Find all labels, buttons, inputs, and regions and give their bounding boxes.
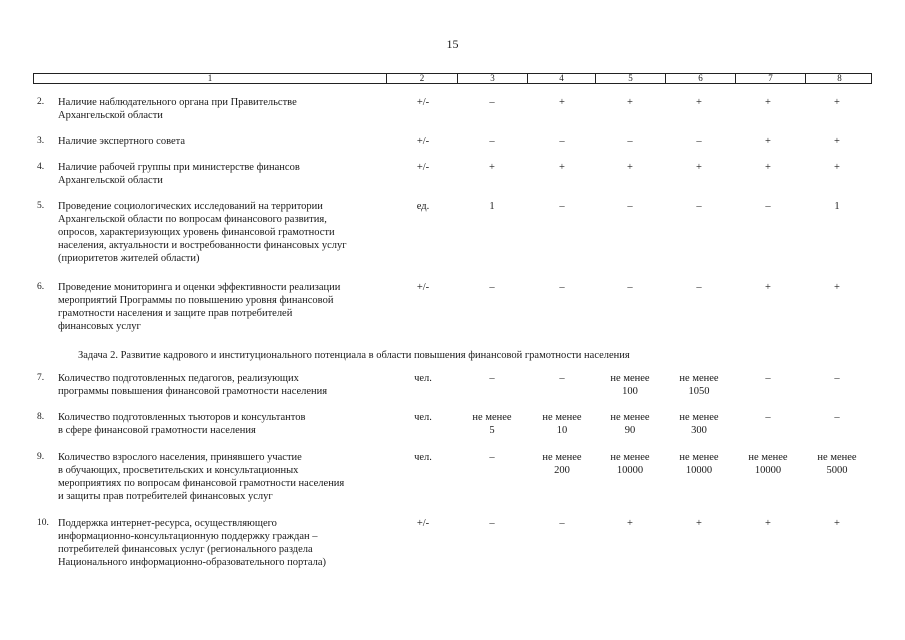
description-line: опросов, характеризующих уровень финансовой грамотности: [58, 227, 335, 238]
cell-col-3: [462, 96, 522, 109]
row-number: 2.: [37, 97, 45, 107]
cell-col-3: [462, 517, 522, 530]
row-unit: +/-: [416, 97, 430, 108]
cell-line: –: [696, 201, 702, 212]
cell-col-8: [807, 96, 867, 109]
cell-col-7: [738, 281, 798, 294]
cell-col-5: [600, 135, 660, 148]
header-col-4: 4: [527, 74, 595, 83]
cell-col-3: [462, 451, 522, 464]
cell-col-7: [738, 96, 798, 109]
cell-line: –: [765, 373, 771, 384]
description-line: и защиты прав потребителей финансовых услуг: [58, 491, 273, 502]
description-line: мероприятиях по вопросам финансовой грамотности населения: [58, 478, 345, 489]
cell-col-6: [669, 135, 729, 148]
cell-line: +: [696, 97, 702, 108]
cell-line: 90: [624, 425, 636, 436]
cell-col-5: [600, 451, 660, 477]
cell-col-5: [600, 161, 660, 174]
cell-line: не менее: [610, 373, 650, 384]
header-col-3: 3: [457, 74, 527, 83]
description-line: Количество подготовленных педагогов, реализующих: [58, 373, 299, 384]
row-number: 8.: [37, 412, 45, 422]
cell-line: –: [489, 97, 495, 108]
cell-line: 200: [554, 465, 570, 476]
cell-col-3: [462, 200, 522, 213]
cell-line: –: [765, 201, 771, 212]
cell-line: –: [489, 518, 495, 529]
cell-line: –: [559, 201, 565, 212]
cell-col-4: [532, 372, 592, 385]
cell-line: не менее: [748, 452, 788, 463]
task-2-heading: Задача 2. Развитие кадрового и институционального потенциала в области повышения финансовой грамотности населения: [78, 350, 630, 361]
cell-col-5: [600, 200, 660, 213]
cell-line: +: [627, 518, 633, 529]
cell-line: +: [834, 97, 840, 108]
cell-col-8: [807, 411, 867, 424]
cell-col-7: [738, 411, 798, 424]
cell-line: 5: [489, 425, 495, 436]
cell-col-8: [807, 200, 867, 213]
cell-line: 100: [622, 386, 638, 397]
description-line: в сфере финансовой грамотности населения: [58, 425, 256, 436]
cell-line: 10000: [685, 465, 713, 476]
cell-line: не менее: [817, 452, 857, 463]
row-unit: чел.: [414, 412, 432, 423]
description-line: финансовых услуг: [58, 321, 141, 332]
row-unit: +/-: [416, 518, 430, 529]
header-col-8: 8: [805, 74, 873, 83]
cell-line: –: [627, 136, 633, 147]
cell-line: –: [696, 282, 702, 293]
cell-line: –: [627, 282, 633, 293]
cell-line: +: [627, 162, 633, 173]
description-line: Наличие наблюдательного органа при Правительстве: [58, 97, 297, 108]
row-description: [58, 200, 398, 265]
description-line: Поддержка интернет-ресурса, осуществляющего: [58, 518, 277, 529]
row-description: [58, 372, 398, 398]
cell-col-4: [532, 200, 592, 213]
cell-col-4: [532, 161, 592, 174]
header-col-5: 5: [595, 74, 665, 83]
cell-line: 5000: [826, 465, 848, 476]
row-description: [58, 451, 398, 503]
row-unit: +/-: [416, 282, 430, 293]
cell-col-6: [669, 411, 729, 437]
cell-line: –: [489, 136, 495, 147]
cell-col-8: [807, 451, 867, 477]
cell-line: не менее: [542, 452, 582, 463]
cell-line: +: [765, 136, 771, 147]
cell-line: +: [834, 136, 840, 147]
cell-line: –: [489, 282, 495, 293]
row-description: [58, 135, 398, 148]
cell-col-6: [669, 200, 729, 213]
cell-col-7: [738, 372, 798, 385]
cell-col-5: [600, 517, 660, 530]
cell-line: +: [559, 97, 565, 108]
cell-line: не менее: [542, 412, 582, 423]
description-line: Архангельской области: [58, 110, 163, 121]
row-unit: +/-: [416, 136, 430, 147]
cell-line: не менее: [472, 412, 512, 423]
cell-col-4: [532, 517, 592, 530]
cell-col-3: [462, 161, 522, 174]
description-line: программы повышения финансовой грамотности населения: [58, 386, 328, 397]
cell-line: 1: [834, 201, 840, 212]
cell-col-8: [807, 372, 867, 385]
cell-line: +: [696, 162, 702, 173]
row-description: [58, 411, 398, 437]
cell-line: +: [559, 162, 565, 173]
cell-line: не менее: [679, 412, 719, 423]
cell-col-6: [669, 96, 729, 109]
cell-line: –: [834, 373, 840, 384]
cell-line: 10000: [616, 465, 644, 476]
page-number: 15: [446, 37, 459, 51]
description-line: (приоритетов жителей области): [58, 253, 200, 264]
cell-col-4: [532, 411, 592, 437]
cell-col-6: [669, 372, 729, 398]
cell-col-4: [532, 281, 592, 294]
cell-col-5: [600, 281, 660, 294]
row-description: [58, 281, 398, 333]
header-col-6: 6: [665, 74, 735, 83]
cell-col-8: [807, 135, 867, 148]
cell-line: +: [489, 162, 495, 173]
cell-line: не менее: [610, 452, 650, 463]
cell-col-8: [807, 161, 867, 174]
row-unit: чел.: [414, 452, 432, 463]
description-line: Национального информационно-образовательного портала): [58, 557, 326, 568]
cell-col-7: [738, 200, 798, 213]
cell-col-3: [462, 411, 522, 437]
description-line: Наличие экспертного совета: [58, 136, 185, 147]
cell-col-6: [669, 451, 729, 477]
header-col-1: 1: [207, 73, 213, 83]
cell-col-3: [462, 372, 522, 385]
cell-line: +: [834, 282, 840, 293]
cell-line: 10000: [754, 465, 782, 476]
cell-col-4: [532, 135, 592, 148]
row-number: 3.: [37, 136, 45, 146]
cell-col-5: [600, 96, 660, 109]
cell-line: не менее: [610, 412, 650, 423]
row-number: 10.: [37, 518, 49, 528]
cell-line: 300: [691, 425, 707, 436]
row-number: 4.: [37, 162, 45, 172]
cell-line: +: [834, 518, 840, 529]
row-unit: ед.: [416, 201, 430, 212]
cell-col-3: [462, 135, 522, 148]
description-line: Количество взрослого населения, принявшего участие: [58, 452, 302, 463]
description-line: Архангельской области: [58, 175, 163, 186]
cell-line: –: [489, 452, 495, 463]
cell-col-5: [600, 372, 660, 398]
cell-line: +: [696, 518, 702, 529]
description-line: грамотности населения и защите прав потребителей: [58, 308, 293, 319]
cell-col-6: [669, 161, 729, 174]
cell-line: –: [559, 136, 565, 147]
header-col-7: 7: [735, 74, 805, 83]
description-line: информационно-консультационную поддержку граждан –: [58, 531, 318, 542]
cell-line: –: [765, 412, 771, 423]
description-line: мероприятий Программы по повышению уровня финансовой: [58, 295, 334, 306]
cell-col-8: [807, 517, 867, 530]
cell-line: +: [765, 282, 771, 293]
cell-line: не менее: [679, 452, 719, 463]
cell-col-7: [738, 451, 798, 477]
description-line: потребителей финансовых услуг (регионального раздела: [58, 544, 313, 555]
description-line: Проведение социологических исследований на территории: [58, 201, 323, 212]
description-line: Проведение мониторинга и оценки эффективности реализации: [58, 282, 341, 293]
row-description: [58, 517, 398, 569]
row-number: 7.: [37, 373, 45, 383]
cell-line: 10: [556, 425, 568, 436]
description-line: в обучающих, просветительских и консультационных: [58, 465, 299, 476]
cell-col-3: [462, 281, 522, 294]
row-description: [58, 96, 398, 122]
cell-col-4: [532, 451, 592, 477]
cell-line: не менее: [679, 373, 719, 384]
table-header-row: [33, 73, 872, 84]
row-number: 9.: [37, 452, 45, 462]
cell-line: +: [765, 162, 771, 173]
cell-line: –: [559, 282, 565, 293]
description-line: населения, актуальности и востребованности финансовых услуг: [58, 240, 347, 251]
cell-col-6: [669, 281, 729, 294]
cell-col-6: [669, 517, 729, 530]
cell-line: –: [696, 136, 702, 147]
cell-line: +: [765, 518, 771, 529]
cell-line: +: [627, 97, 633, 108]
row-number: 6.: [37, 282, 45, 292]
cell-line: –: [489, 373, 495, 384]
description-line: Количество подготовленных тьюторов и консультантов: [58, 412, 306, 423]
row-description: [58, 161, 398, 187]
cell-col-4: [532, 96, 592, 109]
cell-line: +: [765, 97, 771, 108]
cell-line: 1050: [688, 386, 710, 397]
description-line: Архангельской области по вопросам финансового развития,: [58, 214, 327, 225]
cell-line: –: [559, 373, 565, 384]
cell-line: +: [834, 162, 840, 173]
cell-line: –: [834, 412, 840, 423]
description-line: Наличие рабочей группы при министерстве финансов: [58, 162, 300, 173]
cell-line: 1: [489, 201, 495, 212]
cell-line: –: [559, 518, 565, 529]
row-unit: +/-: [416, 162, 430, 173]
row-number: 5.: [37, 201, 45, 211]
cell-line: –: [627, 201, 633, 212]
cell-col-8: [807, 281, 867, 294]
cell-col-5: [600, 411, 660, 437]
row-unit: чел.: [414, 373, 432, 384]
cell-col-7: [738, 161, 798, 174]
cell-col-7: [738, 135, 798, 148]
header-col-2: 2: [386, 74, 457, 83]
cell-col-7: [738, 517, 798, 530]
